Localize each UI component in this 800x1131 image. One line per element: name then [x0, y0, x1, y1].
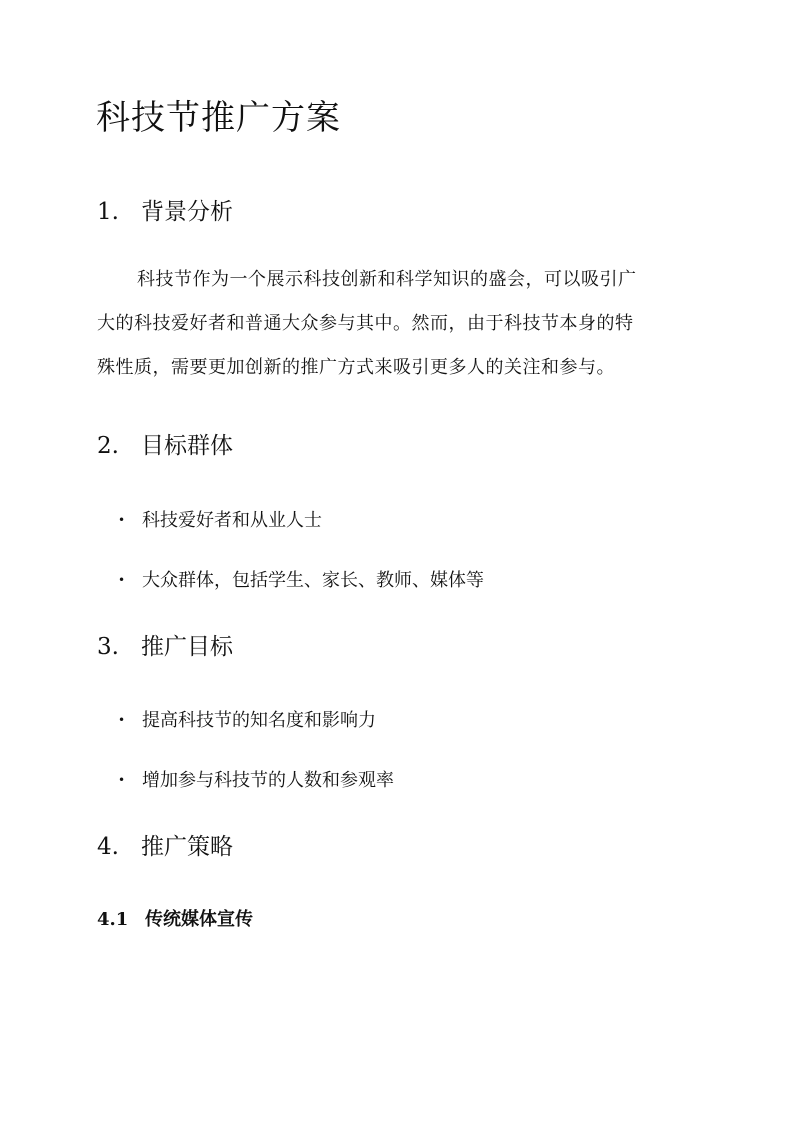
bullet-icon: • — [118, 573, 126, 587]
section-heading-background — [97, 196, 233, 228]
bullet-icon: • — [118, 773, 126, 787]
list-item-text: 大众群体，包括学生、家长、教师、媒体等 — [142, 570, 484, 591]
section-number: 4. — [97, 834, 119, 860]
background-paragraph — [97, 258, 697, 390]
section-number: 1. — [97, 199, 119, 225]
section-heading-promotion-strategy — [97, 831, 233, 863]
section-number: 2. — [97, 433, 119, 459]
section-title: 推广策略 — [141, 834, 233, 860]
list-item-text: 提高科技节的知名度和影响力 — [142, 710, 376, 731]
subsection-number: 4.1 — [97, 909, 129, 930]
paragraph-line: 科技节作为一个展示科技创新和科学知识的盛会，可以吸引广 — [137, 269, 637, 290]
list-item-text: 科技爱好者和从业人士 — [142, 510, 322, 531]
paragraph-line: 殊性质，需要更加创新的推广方式来吸引更多人的关注和参与。 — [97, 357, 615, 378]
subsection-title: 传统媒体宣传 — [145, 909, 253, 930]
bullet-icon: • — [118, 713, 126, 727]
paragraph-line: 大的科技爱好者和普通大众参与其中。然而，由于科技节本身的特 — [97, 313, 634, 334]
list-item — [118, 767, 394, 794]
section-number: 3. — [97, 634, 119, 660]
list-item — [118, 567, 484, 594]
section-heading-target-audience — [97, 430, 233, 462]
section-title: 背景分析 — [141, 199, 233, 225]
subsection-heading-traditional-media — [97, 907, 253, 933]
document-title: 科技节推广方案 — [96, 98, 341, 138]
section-heading-promotion-goals — [97, 631, 233, 663]
section-title: 目标群体 — [141, 433, 233, 459]
list-item — [118, 507, 322, 534]
bullet-icon: • — [118, 513, 126, 527]
section-title: 推广目标 — [141, 634, 233, 660]
list-item-text: 增加参与科技节的人数和参观率 — [142, 770, 394, 791]
list-item — [118, 707, 376, 734]
